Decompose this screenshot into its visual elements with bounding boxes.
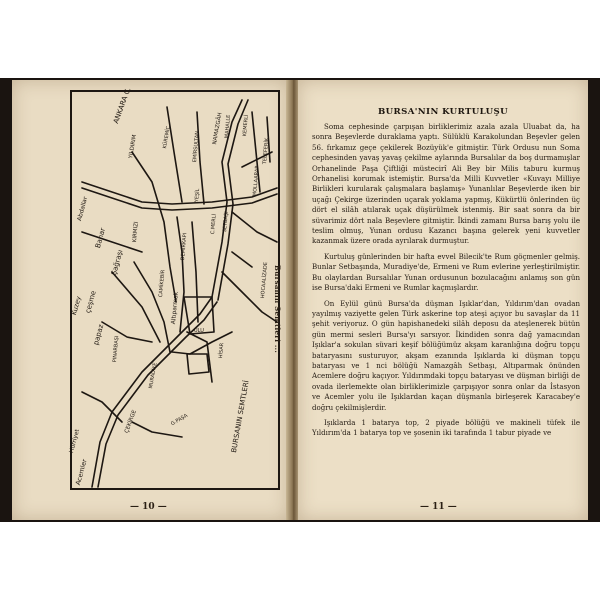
map-label-yildirim: YILDIRIM	[128, 134, 139, 160]
map-label-kirmizi: KIRMIZI	[132, 221, 140, 243]
map-label-setbasi: SETBAŞI	[222, 211, 230, 233]
map-label-hocaalizade: HOCAALİZADE	[260, 261, 270, 299]
map-label-mollaarap: MOLLAARAP	[252, 165, 261, 197]
map-label-hisar: HİSAR	[218, 342, 226, 359]
paragraph: Soma cephesinde çarpışan birliklerimiz azala azala Uluabat da, ha sonra Beşevlerde duraklama yaptı. Sülüklü Karakolundan Beşevler gelen 56. fırkamız geçe çekilerek Bozüyük'e gitmiştir. Türk Ordusu nun Soma cephesinden yavaş yavaş çekilme aylarında Bursalılar da boş durmamışlar Orhanelinde Paşa Çiftliği müstecirî Ali Bey bir Milis taburu kurmuş Orhanelisi korumak istemiştir. Bursa'da Milli Kuvvetler «Kuvayı Milliye Birlikleri kurularak çalışmalara başlamış» Yunanlılar Beşevlerde iken bir uçağı Çekirge üzerinden uçarak yoklama yapmış, Kükürtlü önlerinden üç dört el silâh atılarak uçak düşürülmek istenmiş. Bir saat sonra da bir süvarimiz dört nala Beşevlere gitmiştir. İkindi zamanı Bursa barış yolu ile teslim olmuş, Yunan ordusu Kazancı başına gelerek yeni kuvvetler kazanmak üzere orada ayrılarak durmuştur.	[312, 122, 580, 246]
map-label-namazgah: NAMAZGÂH	[212, 112, 224, 146]
paragraph: On Eylül günü Bursa'da düşman Işıklar'dan, Yıldırım'dan ovadan yayılmış vaziyette gelen Türk askerine top ateşi açıyor bu savaşlar da 11 şehit veriyoruz. O gün hapishanedeki silâh deposu da ateşlenerek bütün gün mermi sesleri Bursa'yı sarsıyor. İkindiden sonra dağ yamacından Işıklar'a sokulan süvari keşif bölüğümüz akşam karanlığına doğru topçu bataryasını susturuyor, akşam ezanında Işıklarda ki düşman topçu bataryası ve 1 nci bölüğü Namazgâh Setbaşı, Altıparmak önünden Acemlere doğru kaçıyor. Yıldırımdaki topçu bataryası ve düşman birliği de ovada ilerlemekte olan birliklerimizle çarpışıyor sonra onlar da İstasyon ve Acemler yolu ile Işıklardan kaçan düşmanla birleşerek Karacabey'e doğru çekilmişlerdir.	[312, 298, 580, 412]
map-label-muradiye: MURADİYE	[148, 362, 159, 390]
map-label-acemler: Acemler	[74, 458, 89, 487]
chapter-title: BURSA'NIN KURTULUŞU	[377, 107, 509, 117]
map-label-semtler: BURSANIN SEMTLERİ	[230, 379, 251, 454]
chapter-body	[312, 122, 580, 439]
map-label-ulu: ULU	[194, 328, 204, 334]
paragraph: Kurtuluş günlerinden bir hafta evvel Bilecik'te Rum göçmenler gelmiş. Bunlar Setbaşında, Muradiye'de, Ermeni ve Rum evlerine yerleştirilmiştir. Bu olaylardan Bursalılar Yunan ordusunun bozulacağını anlamış son gün ise Bursa'daki Ermeni ve Rumlar kaçmışlardır.	[312, 251, 580, 293]
paragraph: Işıklarda 1 batarya top, 2 piyade bölüğü ve makineli tüfek ile Yıldırım'da 1 batarya top ve şosenin iki tarafında 1 tabur piyade ve	[312, 417, 580, 438]
map-label-kuzey: Kuzey	[70, 295, 83, 317]
city-map	[68, 86, 280, 490]
left-page-number: — 10 —	[130, 502, 167, 512]
map-label-yesil: YEŞİL	[194, 188, 202, 203]
map-streets	[72, 92, 278, 488]
running-title: Bursanın Semtleri ...	[273, 265, 282, 354]
map-label-cesme: çeşme	[84, 289, 98, 315]
right-page-number: — 11 —	[420, 502, 457, 512]
map-label-camikebir: CAMİKEBİR	[158, 269, 167, 298]
map-label-sagrasi: Şağraşı	[110, 248, 125, 277]
map-label-abdallar: Abdallar	[76, 195, 90, 222]
map-label-kurucu: KÜREMİC	[162, 125, 172, 150]
map-label-bahar: Bahar	[94, 227, 108, 250]
map-label-altiparmak: Altıparmak	[170, 291, 180, 325]
map-label-hurriyet: Hürriyet	[68, 428, 82, 454]
map-label-pinarbasi: PINARBAŞI	[112, 335, 121, 363]
map-label-papaz: papaz	[92, 323, 106, 347]
map-label-teleferik: TELEFERİK	[262, 137, 271, 165]
map-label-kemerli: KEMERLİ	[242, 114, 250, 137]
map-label-gemerli: C.MERLİ	[210, 213, 218, 235]
map-label-demirkapi: DEMİRKAPI	[180, 232, 189, 261]
map-label-mahalle: MAHALLE	[224, 114, 233, 139]
map-label-emirsultan: EMİRSULTAN	[192, 130, 201, 163]
map-label-gpasa: G.PAŞA	[170, 412, 189, 428]
map-label-ankara: ANKARA C.	[112, 86, 133, 125]
map-label-cekirge: ÇEKİRGE	[124, 409, 138, 435]
